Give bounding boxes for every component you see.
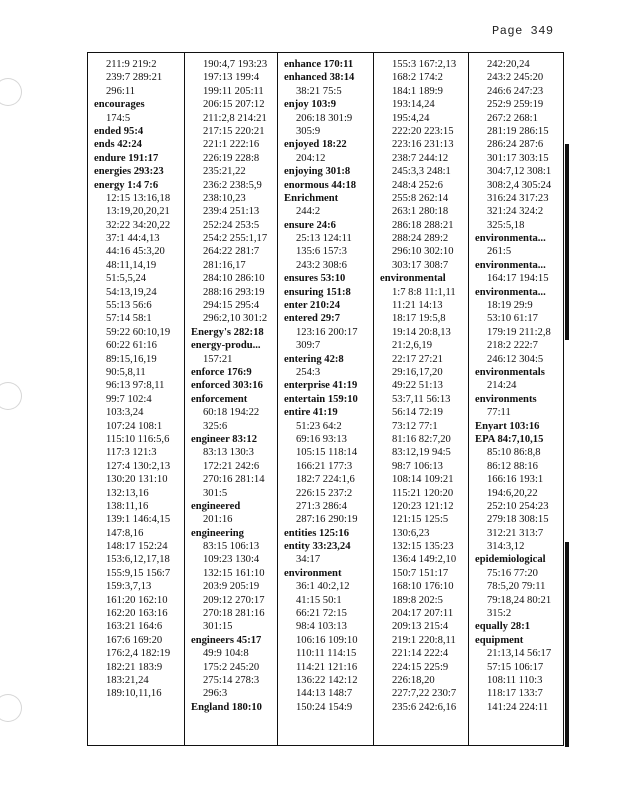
index-entry-refs: 316:24 317:23	[487, 192, 549, 204]
index-entry-refs: 121:15 125:5	[392, 514, 449, 526]
index-entry-refs: 286:18 288:21	[392, 219, 454, 231]
index-entry-refs: 49:22 51:13	[392, 380, 443, 392]
index-entry-term: environmenta...	[475, 259, 546, 271]
index-entry-refs: 246:6 247:23	[487, 85, 544, 97]
index-entry-refs: 222:20 223:15	[392, 125, 454, 137]
index-entry-refs: 120:23 121:12	[392, 500, 454, 512]
index-entry-term: entities 125:16	[284, 527, 350, 539]
index-entry-term: enhance 170:11	[284, 59, 354, 70]
index-entry-refs: 195:4,24	[392, 112, 430, 124]
index-entry-refs: 150:7 151:17	[392, 567, 449, 579]
index-entry-refs: 54:13,19,24	[106, 286, 157, 298]
index-entry-refs: 199:11 205:11	[203, 85, 264, 97]
index-entry-term: environmental	[380, 273, 446, 285]
index-entry-refs: 288:16 293:19	[203, 286, 265, 298]
index-entry-refs: 224:15 225:9	[392, 661, 449, 673]
index-entry-refs: 73:12 77:1	[392, 420, 438, 432]
index-entry-refs: 114:21 121:16	[296, 661, 358, 673]
index-entry-refs: 41:15 50:1	[296, 594, 342, 606]
index-entry-refs: 288:24 289:2	[392, 233, 449, 245]
index-entry-refs: 211:9 219:2	[106, 59, 157, 70]
index-entry-refs: 56:14 72:19	[392, 407, 443, 419]
index-entry-refs: 179:19 211:2,8	[487, 326, 551, 338]
index-entry-refs: 136:22 142:12	[296, 674, 358, 686]
index-entry-refs: 153:6,12,17,18	[106, 554, 170, 566]
index-entry-refs: 127:4 130:2,13	[106, 460, 171, 472]
index-entry-refs: 226:18,20	[392, 674, 435, 686]
index-entry-term: engineer 83:12	[191, 433, 258, 445]
index-entry-term: entire 41:19	[284, 407, 338, 419]
index-entry-term: equipment	[475, 634, 524, 646]
index-entry-refs: 164:17 194:15	[487, 273, 549, 285]
index-entry-refs: 48:11,14,19	[106, 259, 157, 271]
index-entry-refs: 284:10 286:10	[203, 273, 265, 285]
index-entry-term: environmentals	[475, 366, 545, 378]
index-entry-refs: 60:18 194:22	[203, 407, 260, 419]
index-entry-refs: 263:1 280:18	[392, 206, 449, 218]
index-column-3	[277, 53, 373, 745]
index-entry-refs: 86:12 88:16	[487, 460, 538, 472]
index-entry-refs: 105:15 118:14	[296, 447, 358, 459]
index-entry-refs: 235:6 242:6,16	[392, 701, 457, 713]
index-entry-refs: 135:6 157:3	[296, 246, 347, 258]
index-entry-refs: 226:19 228:8	[203, 152, 260, 164]
index-entry-refs: 312:21 313:7	[487, 527, 544, 539]
index-entry-term: ends 42:24	[94, 139, 142, 151]
index-entry-refs: 286:24 287:6	[487, 139, 544, 151]
index-entry-refs: 287:16 290:19	[296, 514, 358, 526]
index-entry-refs: 155:3 167:2,13	[392, 59, 457, 70]
index-entry-term: energy-produ...	[191, 340, 261, 352]
index-entry-refs: 235:21,22	[203, 166, 246, 178]
index-entry-refs: 132:15 135:23	[392, 541, 454, 553]
index-entry-term: Enrichment	[284, 192, 339, 204]
index-column-1	[88, 53, 184, 745]
index-entry-refs: 11:21 14:13	[392, 300, 443, 312]
index-entry-refs: 296:2,10 301:2	[203, 313, 268, 325]
index-entry-refs: 29:16,17,20	[392, 366, 443, 378]
index-entry-refs: 201:16	[203, 514, 233, 526]
index-entry-refs: 238:10,23	[203, 192, 246, 204]
index-entry-refs: 223:16 231:13	[392, 139, 454, 151]
index-entry-term: environment	[284, 567, 342, 579]
index-entry-term: EPA 84:7,10,15	[475, 433, 544, 445]
index-entry-refs: 79:18,24 80:21	[487, 594, 552, 606]
index-entry-refs: 83:12,19 94:5	[392, 447, 451, 459]
index-entry-refs: 136:4 149:2,10	[392, 554, 457, 566]
index-entry-refs: 279:18 308:15	[487, 514, 549, 526]
index-entry-refs: 162:20 163:16	[106, 608, 168, 620]
index-entry-refs: 221:14 222:4	[392, 648, 449, 660]
index-entry-refs: 305:9	[296, 125, 321, 137]
index-entry-refs: 193:14,24	[392, 99, 435, 111]
index-entry-refs: 36:1 40:2,12	[296, 581, 350, 593]
index-entry-term: ended 95:4	[94, 125, 144, 137]
index-entry-term: enjoying 301:8	[284, 166, 351, 178]
page-number: Page 349	[492, 24, 554, 38]
index-entry-refs: 182:7 224:1,6	[296, 474, 355, 486]
index-entry-refs: 321:24 324:2	[487, 206, 544, 218]
index-entry-refs: 60:22 61:16	[106, 340, 157, 352]
index-entry-refs: 315:2	[487, 608, 512, 620]
index-entry-refs: 75:16 77:20	[487, 567, 538, 579]
index-entry-term: engineering	[191, 527, 244, 539]
index-entry-refs: 22:17 27:21	[392, 353, 443, 365]
index-entry-term: entering 42:8	[284, 353, 344, 365]
index-entry-term: entertain 159:10	[284, 393, 358, 405]
index-entry-refs: 261:5	[487, 246, 512, 258]
index-entry-refs: 57:15 106:17	[487, 661, 544, 673]
index-entry-refs: 147:8,16	[106, 527, 144, 539]
index-entry-refs: 81:16 82:7,20	[392, 433, 451, 445]
index-entry-refs: 270:18 281:16	[203, 608, 265, 620]
index-entry-refs: 66:21 72:15	[296, 608, 347, 620]
index-entry-refs: 89:15,16,19	[106, 353, 157, 365]
index-entry-term: enhanced 38:14	[284, 72, 355, 84]
index-entry-refs: 107:24 108:1	[106, 420, 163, 432]
index-entry-refs: 219:1 220:8,11	[392, 634, 456, 646]
index-entry-refs: 294:15 295:4	[203, 300, 260, 312]
index-entry-refs: 270:16 281:14	[203, 474, 265, 486]
index-entry-refs: 271:3 286:4	[296, 500, 347, 512]
index-entry-term: enormous 44:18	[284, 179, 357, 191]
index-entry-refs: 51:5,5,24	[106, 273, 147, 285]
index-entry-refs: 98:7 106:13	[392, 460, 443, 472]
index-entry-refs: 117:3 121:3	[106, 447, 157, 459]
index-entry-refs: 13:19,20,20,21	[106, 206, 170, 218]
index-entry-refs: 189:8 202:5	[392, 594, 443, 606]
index-entry-refs: 96:13 97:8,11	[106, 380, 165, 392]
index-entry-refs: 254:2 255:1,17	[203, 233, 268, 245]
index-entry-refs: 314:3,12	[487, 541, 525, 553]
index-entry-refs: 303:17 308:7	[392, 259, 449, 271]
index-entry-refs: 132:15 161:10	[203, 567, 265, 579]
index-entry-term: enforcement	[191, 393, 248, 405]
index-entry-refs: 166:21 177:3	[296, 460, 353, 472]
index-entry-refs: 53:10 61:17	[487, 313, 538, 325]
index-entry-refs: 183:21,24	[106, 674, 149, 686]
index-entry-refs: 206:15 207:12	[203, 99, 265, 111]
index-entry-refs: 130:20 131:10	[106, 474, 168, 486]
index-entry-refs: 209:13 215:4	[392, 621, 449, 633]
index-entry-refs: 252:10 254:23	[487, 500, 549, 512]
index-entry-refs: 175:2 245:20	[203, 661, 260, 673]
index-entry-term: engineered	[191, 500, 241, 512]
index-entry-refs: 115:21 120:20	[392, 487, 454, 499]
index-entry-term: enforce 176:9	[191, 366, 252, 378]
index-entry-term: entered 29:7	[284, 313, 340, 325]
index-entry-refs: 211:2,8 214:21	[203, 112, 267, 124]
index-entry-refs: 163:21 164:6	[106, 621, 163, 633]
index-entry-refs: 189:10,11,16	[106, 688, 162, 700]
index-entry-refs: 275:14 278:3	[203, 674, 260, 686]
index-entry-refs: 309:7	[296, 340, 321, 352]
index-entry-refs: 308:2,4 305:24	[487, 179, 552, 191]
index-entry-term: enjoy 103:9	[284, 99, 337, 111]
index-entry-refs: 239:4 251:13	[203, 206, 260, 218]
index-entry-term: Energy's 282:18	[191, 326, 264, 338]
index-entry-term: enjoyed 18:22	[284, 139, 347, 151]
index-entry-refs: 209:12 270:17	[203, 594, 265, 606]
index-entry-term: endure 191:17	[94, 152, 159, 164]
index-entry-refs: 325:5,18	[487, 219, 525, 231]
index-entry-refs: 174:5	[106, 112, 131, 124]
index-entry-refs: 236:2 238:5,9	[203, 179, 262, 191]
index-entry-refs: 281:16,17	[203, 259, 246, 271]
index-entry-term: environmenta...	[475, 286, 546, 298]
index-entry-refs: 108:14 109:21	[392, 474, 454, 486]
index-entry-refs: 19:14 20:8,13	[392, 326, 451, 338]
index-entry-refs: 83:13 130:3	[203, 447, 254, 459]
index-entry-refs: 21:13,14 56:17	[487, 648, 552, 660]
index-entry-refs: 108:11 110:3	[487, 674, 543, 686]
index-entry-term: enter 210:24	[284, 300, 340, 312]
index-entry-term: epidemiological	[475, 554, 546, 566]
index-entry-refs: 12:15 13:16,18	[106, 192, 171, 204]
index-entry-term: enterprise 41:19	[284, 380, 358, 392]
index-entry-refs: 252:24 253:5	[203, 219, 260, 231]
index-entry-refs: 296:3	[203, 688, 228, 700]
index-entry-refs: 245:3,3 248:1	[392, 166, 451, 178]
index-entry-refs: 304:7,12 308:1	[487, 166, 552, 178]
index-entry-refs: 98:4 103:13	[296, 621, 347, 633]
index-entry-refs: 194:6,20,22	[487, 487, 538, 499]
index-column-2	[184, 53, 277, 745]
index-entry-refs: 301:5	[203, 487, 228, 499]
index-entry-refs: 148:17 152:24	[106, 541, 168, 553]
punch-hole-bottom	[0, 694, 22, 722]
index-entry-refs: 168:2 174:2	[392, 72, 443, 84]
index-entry-refs: 115:10 116:5,6	[106, 433, 170, 445]
index-entry-refs: 32:22 34:20,22	[106, 219, 171, 231]
index-entry-refs: 34:17	[296, 554, 321, 566]
index-entry-refs: 281:19 286:15	[487, 125, 549, 137]
index-entry-refs: 221:1 222:16	[203, 139, 260, 151]
index-entry-refs: 44:16 45:3,20	[106, 246, 165, 258]
index-entry-refs: 18:19 29:9	[487, 300, 533, 312]
index-entry-refs: 246:12 304:5	[487, 353, 544, 365]
index-entry-refs: 53:7,11 56:13	[392, 393, 451, 405]
index-entry-refs: 301:15	[203, 621, 233, 633]
index-entry-refs: 138:11,16	[106, 500, 149, 512]
index-entry-refs: 296:11	[106, 85, 136, 97]
index-entry-refs: 159:3,7,13	[106, 581, 152, 593]
index-entry-term: England 180:10	[191, 701, 262, 713]
index-entry-refs: 130:6,23	[392, 527, 430, 539]
index-entry-term: environments	[475, 393, 537, 405]
index-entry-refs: 206:18 301:9	[296, 112, 353, 124]
index-entry-refs: 204:17 207:11	[392, 608, 454, 620]
index-entry-refs: 106:16 109:10	[296, 634, 358, 646]
index-entry-refs: 182:21 183:9	[106, 661, 163, 673]
index-entry-refs: 25:13 124:11	[296, 233, 352, 245]
index-entry-refs: 1:7 8:8 11:1,11	[392, 286, 456, 298]
index-column-5	[468, 53, 565, 745]
index-entry-refs: 252:9 259:19	[487, 99, 544, 111]
index-entry-refs: 296:10 302:10	[392, 246, 454, 258]
index-entry-refs: 217:15 220:21	[203, 125, 265, 137]
index-entry-term: enforced 303:16	[191, 380, 263, 392]
index-entry-refs: 123:16 200:17	[296, 326, 358, 338]
index-entry-refs: 239:7 289:21	[106, 72, 163, 84]
index-entry-refs: 267:2 268:1	[487, 112, 538, 124]
index-entry-refs: 69:16 93:13	[296, 433, 347, 445]
index-entry-refs: 103:3,24	[106, 407, 144, 419]
index-entry-refs: 57:14 58:1	[106, 313, 152, 325]
index-entry-refs: 204:12	[296, 152, 326, 164]
index-entry-refs: 176:2,4 182:19	[106, 648, 171, 660]
index-entry-refs: 141:24 224:11	[487, 701, 549, 713]
index-entry-term: ensuring 151:8	[284, 286, 351, 298]
index-entry-refs: 55:13 56:6	[106, 300, 152, 312]
index-entry-term: environmenta...	[475, 233, 546, 245]
index-entry-refs: 150:24 154:9	[296, 701, 353, 713]
binding-edge-bar	[565, 144, 569, 340]
index-entry-refs: 325:6	[203, 420, 228, 432]
index-entry-refs: 197:13 199:4	[203, 72, 260, 84]
index-entry-refs: 254:3	[296, 366, 321, 378]
index-entry-refs: 78:5,20 79:11	[487, 581, 546, 593]
index-entry-refs: 172:21 242:6	[203, 460, 260, 472]
index-entry-refs: 255:8 262:14	[392, 192, 449, 204]
index-entry-refs: 226:15 237:2	[296, 487, 353, 499]
index-entry-refs: 167:6 169:20	[106, 634, 163, 646]
index-entry-term: equally 28:1	[475, 621, 531, 633]
index-entry-refs: 132:13,16	[106, 487, 149, 499]
index-entry-refs: 118:17 133:7	[487, 688, 543, 700]
index-entry-term: engineers 45:17	[191, 634, 262, 646]
index-entry-term: energy 1:4 7:6	[94, 179, 159, 191]
punch-hole-top	[0, 78, 22, 106]
index-entry-refs: 85:10 86:8,8	[487, 447, 541, 459]
index-entry-refs: 184:1 189:9	[392, 85, 443, 97]
index-page-frame	[87, 52, 564, 746]
index-entry-refs: 110:11 114:15	[296, 648, 357, 660]
index-entry-term: ensure 24:6	[284, 219, 336, 231]
index-entry-refs: 38:21 75:5	[296, 85, 342, 97]
index-entry-refs: 244:2	[296, 206, 321, 218]
index-entry-refs: 264:22 281:7	[203, 246, 260, 258]
index-entry-refs: 238:7 244:12	[392, 152, 449, 164]
index-entry-term: encourages	[94, 99, 145, 111]
index-entry-term: entity 33:23,24	[284, 541, 351, 553]
index-entry-refs: 157:21	[203, 353, 233, 365]
index-column-4	[373, 53, 468, 745]
index-entry-refs: 218:2 222:7	[487, 340, 538, 352]
index-entry-refs: 161:20 162:10	[106, 594, 168, 606]
index-entry-refs: 242:20,24	[487, 59, 530, 70]
index-entry-refs: 190:4,7 193:23	[203, 59, 268, 70]
index-entry-term: ensures 53:10	[284, 273, 346, 285]
index-entry-refs: 166:16 193:1	[487, 474, 544, 486]
punch-hole-middle	[0, 382, 22, 410]
index-entry-refs: 248:4 252:6	[392, 179, 443, 191]
index-entry-refs: 21:2,6,19	[392, 340, 433, 352]
index-entry-refs: 155:9,15 156:7	[106, 567, 171, 579]
index-entry-refs: 243:2 308:6	[296, 259, 347, 271]
index-entry-refs: 83:15 106:13	[203, 541, 260, 553]
index-entry-refs: 301:17 303:15	[487, 152, 549, 164]
index-entry-term: Enyart 103:16	[475, 420, 540, 432]
index-entry-refs: 37:1 44:4,13	[106, 233, 160, 245]
index-entry-refs: 243:2 245:20	[487, 72, 544, 84]
index-entry-refs: 168:10 176:10	[392, 581, 454, 593]
index-entry-refs: 214:24	[487, 380, 517, 392]
index-entry-refs: 144:13 148:7	[296, 688, 353, 700]
index-entry-refs: 90:5,8,11	[106, 366, 146, 378]
index-entry-refs: 99:7 102:4	[106, 393, 152, 405]
index-entry-refs: 203:9 205:19	[203, 581, 260, 593]
index-entry-term: energies 293:23	[94, 166, 164, 178]
index-entry-refs: 18:17 19:5,8	[392, 313, 446, 325]
index-entry-refs: 77:11	[487, 407, 511, 419]
index-entry-refs: 139:1 146:4,15	[106, 514, 171, 526]
index-entry-refs: 227:7,22 230:7	[392, 688, 457, 700]
index-entry-refs: 51:23 64:2	[296, 420, 342, 432]
index-entry-refs: 49:9 104:8	[203, 648, 249, 660]
index-entry-refs: 59:22 60:10,19	[106, 326, 171, 338]
binding-edge-bar-lower	[565, 542, 569, 747]
index-entry-refs: 109:23 130:4	[203, 554, 260, 566]
